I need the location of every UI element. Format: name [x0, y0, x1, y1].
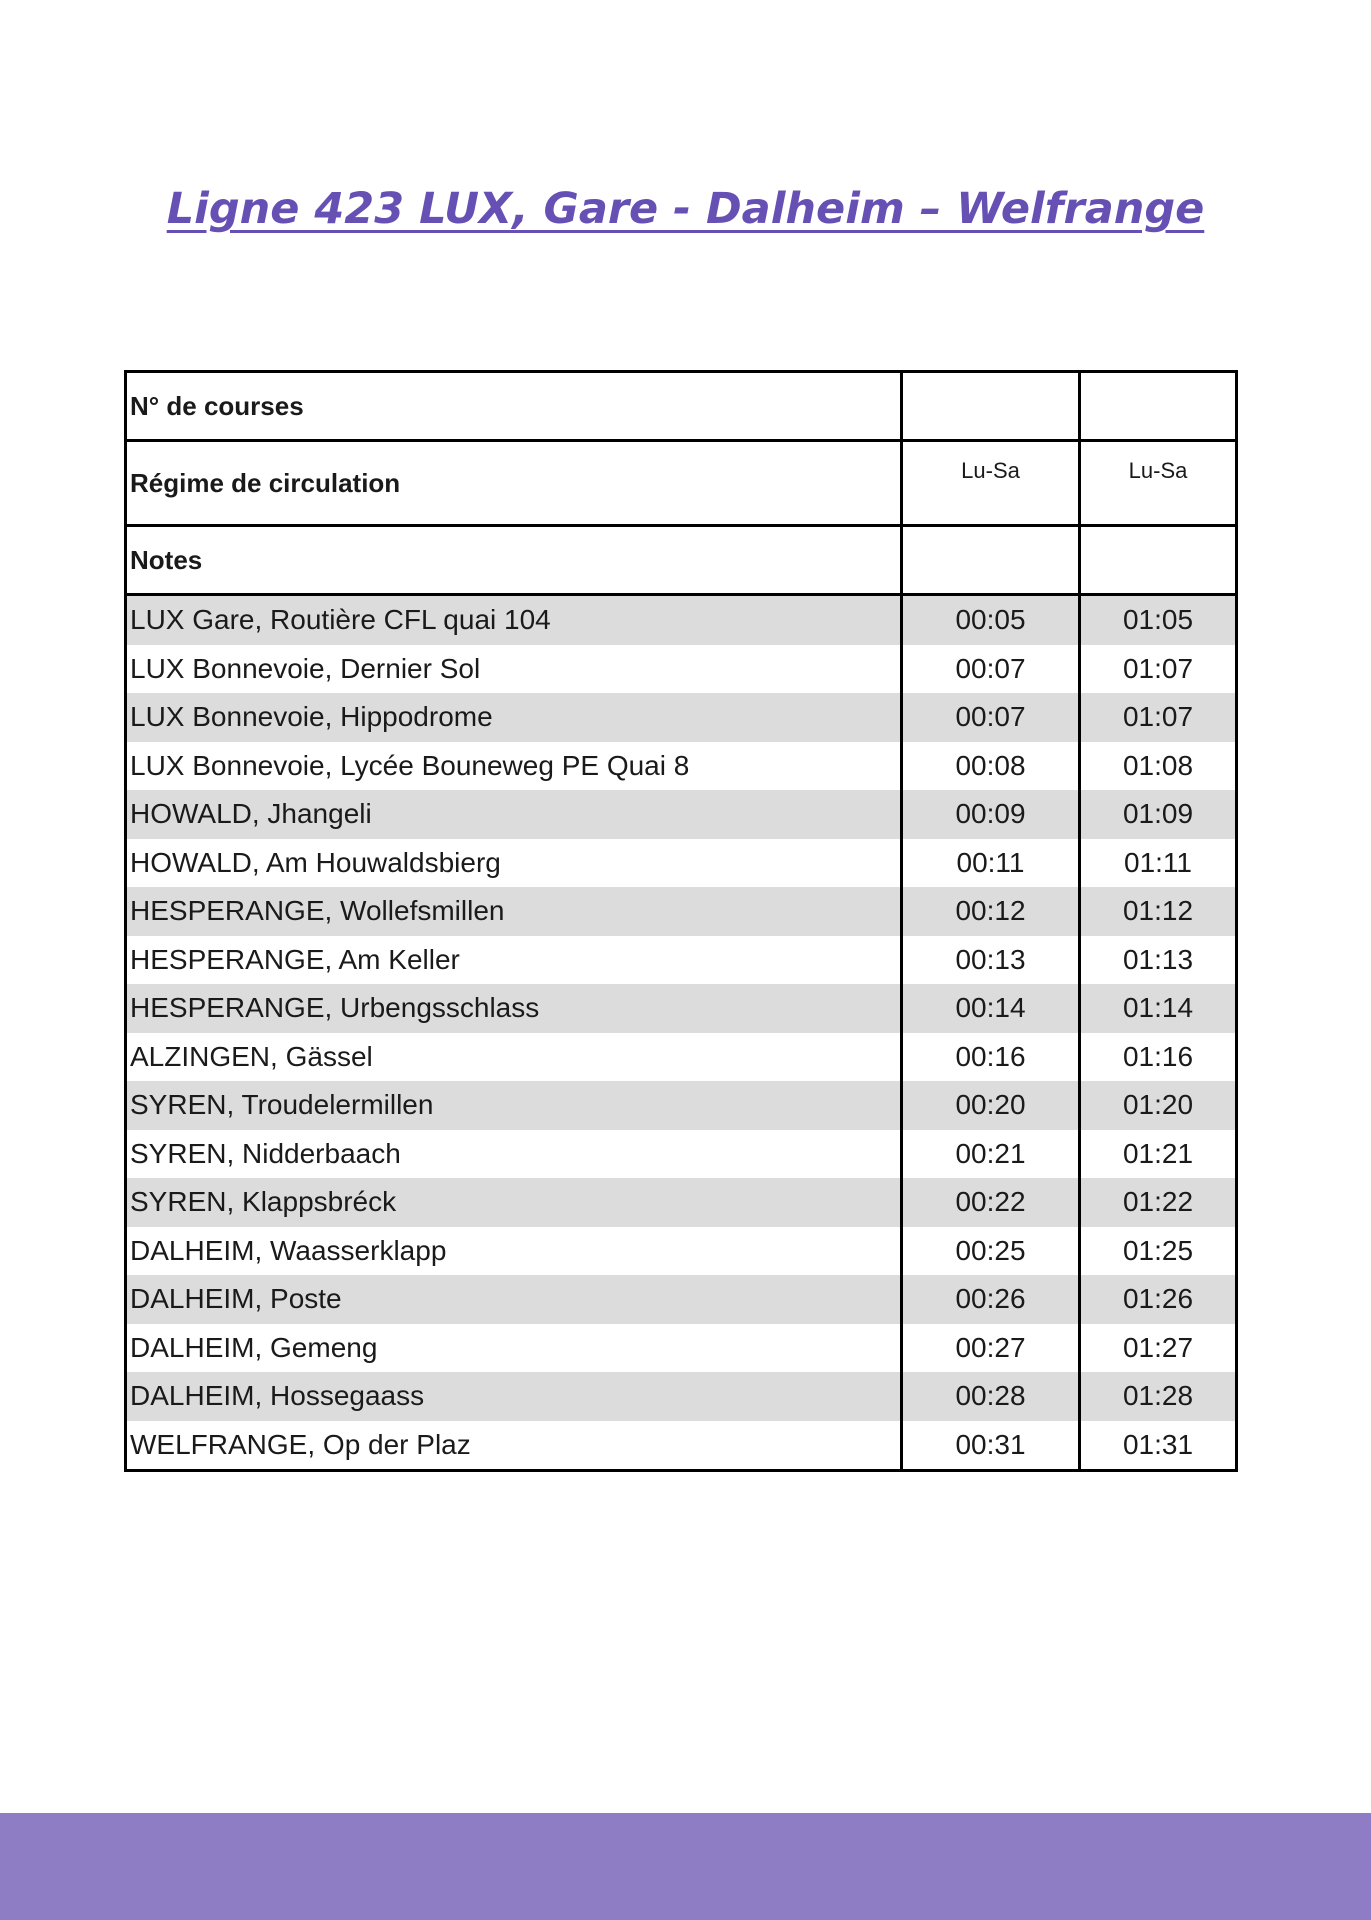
notes-value-1 — [902, 526, 1080, 595]
table-row — [126, 984, 1237, 1033]
departure-time-2: 01:07 — [1122, 652, 1194, 684]
table-row — [126, 1275, 1237, 1324]
departure-time-1: 00:27 — [902, 1324, 1080, 1373]
stop-name: HESPERANGE, Urbengsschlass — [126, 984, 902, 1033]
timetable — [124, 370, 1238, 1472]
stop-name: LUX Bonnevoie, Dernier Sol — [126, 645, 902, 694]
departure-time-1: 00:07 — [902, 693, 1080, 742]
departure-time-1: 00:31 — [902, 1421, 1080, 1471]
departure-time-1: 00:09 — [902, 790, 1080, 839]
stop-name: DALHEIM, Hossegaass — [126, 1372, 902, 1421]
departure-time-2: 01:31 — [1122, 1428, 1194, 1460]
stop-name: LUX Bonnevoie, Lycée Bouneweg PE Quai 8 — [126, 742, 902, 791]
departure-time-2: 01:13 — [1122, 943, 1194, 975]
departure-time-2: 01:22 — [1080, 1178, 1237, 1227]
departure-time-2: 01:26 — [1080, 1275, 1237, 1324]
departure-time-2: 01:07 — [1080, 693, 1237, 742]
footer-band — [0, 1813, 1371, 1920]
table-row — [126, 1372, 1237, 1421]
notes-label: Notes — [126, 526, 902, 595]
stop-name: HESPERANGE, Wollefsmillen — [126, 887, 902, 936]
table-row — [126, 1227, 1237, 1276]
departure-time-2: 01:27 — [1122, 1331, 1194, 1363]
table-row — [126, 693, 1237, 742]
departure-time-1: 00:26 — [902, 1275, 1080, 1324]
table-row — [126, 1324, 1237, 1373]
regime-header-row — [126, 441, 1237, 526]
departure-time-1: 00:16 — [902, 1033, 1080, 1082]
departure-time-1: 00:28 — [902, 1372, 1080, 1421]
table-row — [126, 1081, 1237, 1130]
stop-name: HOWALD, Am Houwaldsbierg — [126, 839, 902, 888]
table-row — [126, 790, 1237, 839]
departure-time-1: 00:07 — [902, 645, 1080, 694]
notes-value-2 — [1080, 526, 1237, 595]
stop-name: WELFRANGE, Op der Plaz — [126, 1421, 902, 1471]
departure-time-2: 01:21 — [1122, 1137, 1194, 1169]
stop-name: DALHEIM, Gemeng — [126, 1324, 902, 1373]
table-row — [126, 595, 1237, 645]
courses-value-2 — [1080, 372, 1237, 441]
stop-name: HESPERANGE, Am Keller — [126, 936, 902, 985]
table-row — [126, 839, 1237, 888]
table-row — [126, 645, 1237, 694]
departure-time-2: 01:09 — [1080, 790, 1237, 839]
departure-time-1: 00:13 — [902, 936, 1080, 985]
departure-time-2: 01:20 — [1080, 1081, 1237, 1130]
departure-time-1: 00:11 — [902, 839, 1080, 888]
timetable-body — [126, 372, 1237, 1471]
table-row — [126, 742, 1237, 791]
departure-time-1: 00:22 — [902, 1178, 1080, 1227]
notes-header-row — [126, 526, 1237, 595]
departure-time-2: 01:14 — [1080, 984, 1237, 1033]
departure-time-2: 01:28 — [1080, 1372, 1237, 1421]
courses-value-1 — [902, 372, 1080, 441]
stop-name: DALHEIM, Waasserklapp — [126, 1227, 902, 1276]
departure-time-1: 00:12 — [902, 887, 1080, 936]
departure-time-1: 00:21 — [902, 1130, 1080, 1179]
departure-time-1: 00:20 — [902, 1081, 1080, 1130]
departure-time-2: 01:16 — [1122, 1040, 1194, 1072]
stop-name: SYREN, Troudelermillen — [126, 1081, 902, 1130]
stop-name: SYREN, Nidderbaach — [126, 1130, 902, 1179]
table-row — [126, 1033, 1237, 1082]
table-row — [126, 887, 1237, 936]
departure-time-2: 01:08 — [1122, 749, 1194, 781]
table-row — [126, 1178, 1237, 1227]
stop-name: HOWALD, Jhangeli — [126, 790, 902, 839]
departure-time-1: 00:25 — [902, 1227, 1080, 1276]
departure-time-1: 00:05 — [902, 595, 1080, 645]
departure-time-2: 01:11 — [1124, 846, 1192, 878]
departure-time-1: 00:14 — [902, 984, 1080, 1033]
regime-label: Régime de circulation — [126, 441, 902, 526]
courses-header-row — [126, 372, 1237, 441]
page-title: Ligne 423 LUX, Gare - Dalheim – Welfrange — [166, 184, 1205, 234]
departure-time-2: 01:12 — [1080, 887, 1237, 936]
stop-name: SYREN, Klappsbréck — [126, 1178, 902, 1227]
stop-name: LUX Bonnevoie, Hippodrome — [126, 693, 902, 742]
stop-name: DALHEIM, Poste — [126, 1275, 902, 1324]
table-row — [126, 1421, 1237, 1471]
stop-name: ALZINGEN, Gässel — [126, 1033, 902, 1082]
regime-value-1: Lu-Sa — [902, 441, 1080, 526]
courses-label: N° de courses — [126, 372, 902, 441]
departure-time-1: 00:08 — [902, 742, 1080, 791]
departure-time-2: 01:05 — [1080, 595, 1237, 645]
table-row — [126, 1130, 1237, 1179]
departure-time-2: 01:25 — [1122, 1234, 1194, 1266]
stop-name: LUX Gare, Routière CFL quai 104 — [126, 595, 902, 645]
regime-value-2: Lu-Sa — [1080, 441, 1237, 526]
table-row — [126, 936, 1237, 985]
